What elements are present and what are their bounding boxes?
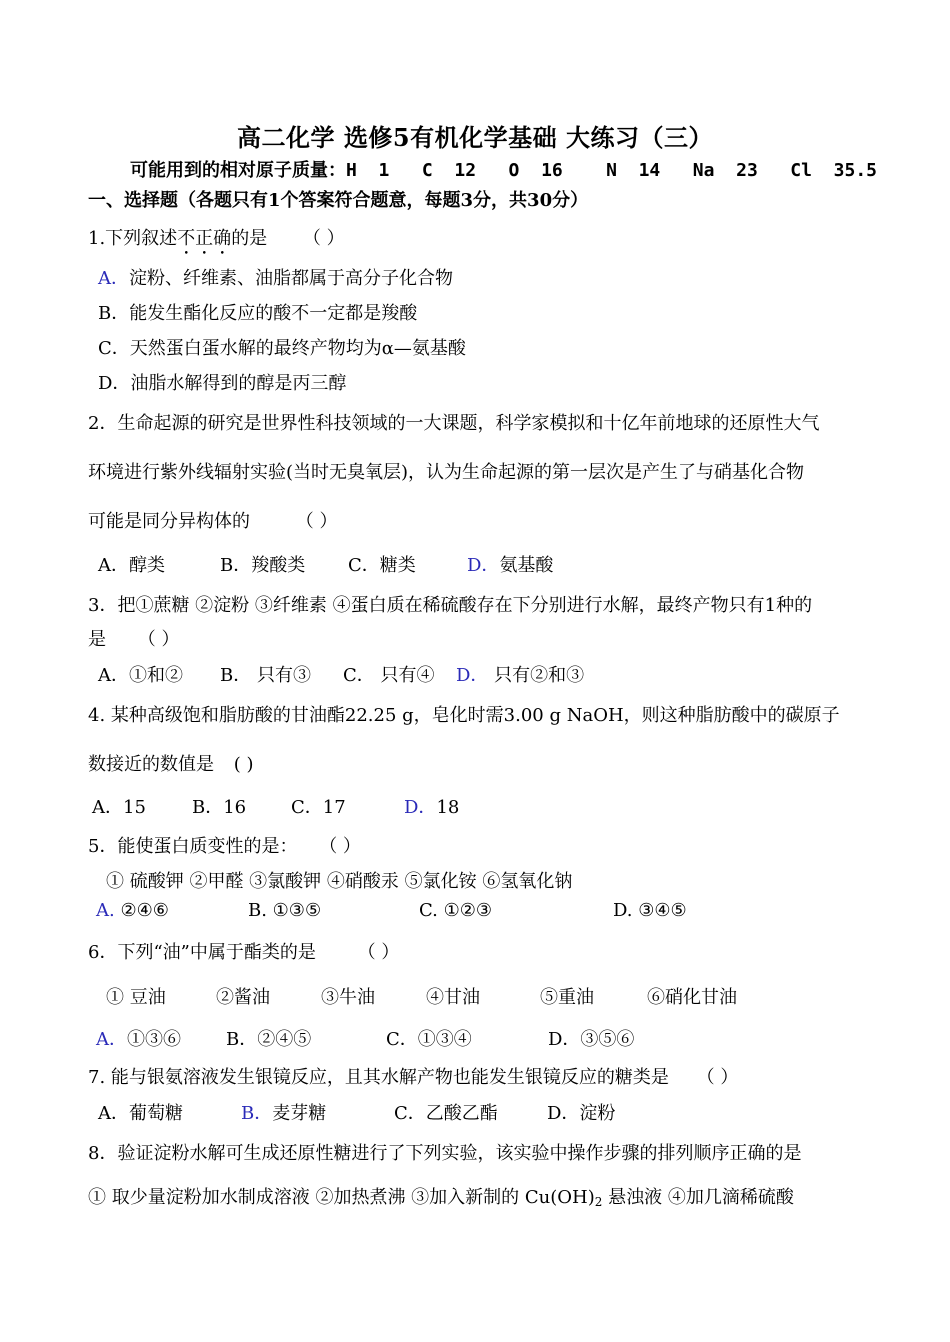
q5-options: [96, 900, 716, 924]
q8-line-1: 8．验证淀粉水解可生成还原性糖进行了下列实验，该实验中操作步骤的排列顺序正确的是: [88, 1143, 802, 1164]
q5-items: ① 硫酸钾 ②甲醛 ③氯酸钾 ④硝酸汞 ⑤氯化铵 ⑥氢氧化钠: [106, 871, 573, 892]
section-heading: 一、选择题（各题只有1个答案符合题意，每题3分，共30分）: [88, 190, 589, 211]
q5-option-b: B. ①③⑤: [248, 900, 322, 921]
q4-option-a: A．15: [92, 797, 146, 818]
q7-answer-paren: （ ）: [696, 1067, 739, 1088]
q4-stem-end: 数接近的数值是: [88, 754, 214, 775]
q2-answer-paren: （ ）: [295, 511, 338, 532]
q3-stem-end: 是: [88, 629, 106, 650]
q1-emphasis: 不正确: [177, 228, 232, 249]
q2-stem-end: 可能是同分异构体的: [88, 511, 250, 532]
question-1-stem: [88, 224, 345, 259]
q1-stem-b: 的是: [231, 228, 268, 249]
q5-answer-paren: （ ）: [319, 836, 361, 857]
q7-option-d: D．淀粉: [547, 1103, 616, 1124]
q2-option-a: A．醇类: [98, 555, 165, 576]
q3-answer-paren: （ ）: [137, 629, 180, 650]
q6-item-5: ⑤重油: [540, 987, 594, 1008]
q5-line-1: [88, 832, 361, 858]
q6-item-3: ③牛油: [321, 987, 375, 1008]
q6-option-c: C．①③④: [386, 1029, 472, 1050]
q7-stem: 7. 能与银氨溶液发生银镜反应，且其水解产物也能发生银镜反应的糖类是: [88, 1067, 669, 1088]
q7-options: [98, 1099, 658, 1123]
q3-option-d: D． 只有②和③: [456, 665, 585, 686]
q6-line-1: [88, 938, 399, 964]
q6-options: [96, 1025, 656, 1049]
q2-options: [98, 551, 598, 575]
q6-item-1: ① 豆油: [106, 987, 166, 1008]
q1-option-a-text: 淀粉、纤维素、油脂都属于高分子化合物: [129, 268, 453, 289]
document-title: 高二化学 选修5有机化学基础 大练习（三）: [237, 123, 713, 152]
q2-line-3: [88, 507, 337, 533]
q1-option-c: C．天然蛋白蛋水解的最终产物均为α—氨基酸: [98, 338, 466, 359]
q2-line-2: 环境进行紫外线辐射实验(当时无臭氧层)，认为生命起源的第一层次是产生了与硝基化合物: [88, 462, 805, 483]
q4-line-2: [88, 750, 254, 776]
q1-stem-a: 1.下列叙述: [88, 228, 178, 249]
q6-item-6: ⑥硝化甘油: [647, 987, 737, 1008]
q6-option-d: D．③⑤⑥: [548, 1029, 635, 1050]
q5-option-c: C. ①②③: [419, 900, 492, 921]
q7-line-1: [88, 1063, 738, 1089]
q6-item-4: ④甘油: [426, 987, 480, 1008]
q2-option-b: B．羧酸类: [220, 555, 306, 576]
q6-option-a: A．①③⑥: [96, 1029, 181, 1050]
q4-options: [92, 793, 552, 817]
q7-option-c: C．乙酸乙酯: [394, 1103, 498, 1124]
q3-line-1: 3．把①蔗糖 ②淀粉 ③纤维素 ④蛋白质在稀硫酸存在下分别进行水解，最终产物只有1种的: [88, 595, 813, 616]
q4-option-b: B．16: [192, 797, 247, 818]
q8-line-2: ① 取少量淀粉加水制成溶液 ②加热煮沸 ③加入新制的 $Cu(OH)_2$ 悬浊液 ④加几滴稀硫酸: [88, 1187, 794, 1209]
q2-option-d: D．氨基酸: [467, 555, 554, 576]
q5-option-a: A. ②④⑥: [96, 900, 169, 921]
q7-option-a: A．葡萄糖: [98, 1103, 183, 1124]
q4-answer-paren: ( ): [233, 754, 254, 775]
q3-line-2: [88, 625, 179, 651]
q1-option-d: D．油脂水解得到的醇是丙三醇: [98, 373, 347, 394]
q6-item-2: ②酱油: [216, 987, 270, 1008]
q7-option-b: B．麦芽糖: [241, 1103, 327, 1124]
q3-option-b: B． 只有③: [220, 665, 311, 686]
q4-line-1: 4. 某种高级饱和脂肪酸的甘油酯22.25 g，皂化时需3.00 g NaOH，则这种脂肪酸中的碳原子: [88, 705, 840, 726]
q6-stem: 6．下列“油”中属于酯类的是: [88, 942, 316, 963]
q1-answer-paren: （ ）: [302, 228, 345, 249]
q6-option-b: B．②④⑤: [226, 1029, 312, 1050]
q6-items: [106, 983, 766, 1007]
q3-option-a: A．①和②: [98, 665, 183, 686]
q2-line-1: 2．生命起源的研究是世界性科技领域的一大课题，科学家模拟和十亿年前地球的还原性大气: [88, 413, 820, 434]
q1-option-a: [98, 264, 453, 290]
q1-option-b: B．能发生酯化反应的酸不一定都是羧酸: [98, 303, 418, 324]
q3-options: [98, 661, 618, 685]
q5-stem: 5．能使蛋白质变性的是：: [88, 836, 298, 857]
q1-option-a-letter: A．: [98, 268, 129, 289]
q2-option-c: C．糖类: [348, 555, 416, 576]
q4-option-c: C．17: [291, 797, 346, 818]
q3-option-c: C． 只有④: [343, 665, 435, 686]
q6-answer-paren: （ ）: [357, 942, 400, 963]
atomic-masses-line: 可能用到的相对原子质量：H 1 C 12 O 16 N 14 Na 23 Cl 35.5: [130, 160, 878, 181]
q5-option-d: D. ③④⑤: [613, 900, 687, 921]
q4-option-d: D．18: [404, 797, 460, 818]
